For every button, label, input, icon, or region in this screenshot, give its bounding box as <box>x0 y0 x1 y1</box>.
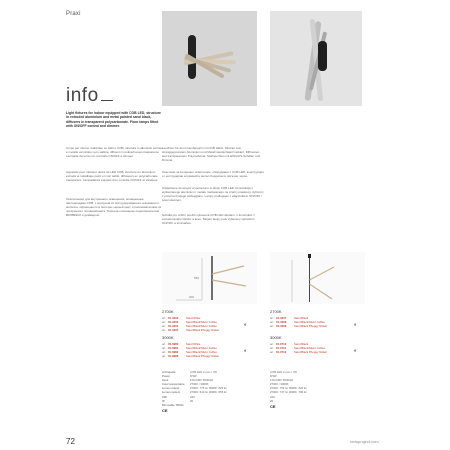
spec-key: Input <box>162 378 169 383</box>
specs-left <box>162 370 262 407</box>
spec-value: 2700K: 610 lm 3000K: 655 lm <box>190 390 227 395</box>
article-code[interactable]: 01-3980 <box>168 342 179 346</box>
article-code[interactable]: 01-4208 <box>276 320 287 324</box>
spec-key: CRI <box>162 394 167 399</box>
row-label: art. <box>270 346 275 350</box>
spec-value: 8.5W <box>270 374 277 379</box>
spec-value: 2700K / 3000K <box>270 382 289 387</box>
article-code[interactable]: 01-4202 <box>168 316 179 320</box>
spec-value: 2700K: 753 lm 3000K: 826 lm <box>270 386 307 391</box>
finish-name: Sand Black Phoggy Nickel <box>186 354 219 358</box>
description-paragraph-7: Svítidla pro vnitřní použití vybavená COB LED diodami, s konstrukcí z extrudovaného hliníku a kovu. Stojací lampy jsou vybaveny spínačem ON/OFF a stmívačem. <box>162 213 255 225</box>
wall-lamp-technical-drawing <box>162 252 257 304</box>
dimmer-icon: ◐ <box>244 348 248 354</box>
product-photo-wall <box>162 11 257 106</box>
spec-value: 8.5W <box>190 374 197 379</box>
article-code[interactable]: 01-3982 <box>168 350 179 354</box>
spec-value: 20 <box>270 398 274 403</box>
spec-key: Color temperature <box>162 382 185 387</box>
row-label: art. <box>162 324 167 328</box>
article-code[interactable]: 01-3983 <box>168 354 179 358</box>
finish-name: Sand Black/Silver Coffee <box>186 320 217 324</box>
finish-name: Sand Black/Silver Coffee <box>186 350 217 354</box>
description-paragraph-2: Appareils pour intérieur dotés de LED COB, structure en aluminium extrudé et métallique peint en noir sablé, diffuseurs en polycarbonate transparent. Lampadaires équipés d'un contrôle ON/OFF et variateur. <box>66 170 159 182</box>
group-left-3000k-cct: 3000K <box>162 335 174 340</box>
finish-name: Sand Black/Silver Coffee <box>294 346 325 350</box>
spec-value: COB LED 2 pcs x 7W <box>270 370 297 374</box>
row-label: art. <box>162 354 167 358</box>
finish-name: Sand Black <box>294 342 309 346</box>
spec-key: IP <box>162 398 165 403</box>
wall-lamp-illustration <box>162 11 257 106</box>
group-left-2700k-cct: 2700K <box>162 309 174 314</box>
spec-key: Power <box>162 374 170 379</box>
spec-key: Lumen system <box>162 390 181 395</box>
dimmer-icon: ◐ <box>354 348 358 354</box>
lamp-detail-illustration <box>270 11 362 106</box>
description-paragraph-4: Leuchten für den Innenbereich mit COB LEDs, Struktur aus stranggepresstem Aluminium und Metall sandschwarz lackiert, Diffusoren aus transparentem Polycarbonat. Stehleuchten mit EIN/AUS-Schalter und Dimmer. <box>162 146 261 162</box>
description-paragraph-3: Светильники для внутреннего освещения, оснащенные светодиодами COB, с корпусом из экструдированного алюминия и металла, окрашенного в песочно-черный цвет, и рассеивателями из прозрачного поликарбоната. Торшеры оснащены переключателем ВКЛ/ВЫКЛ и диммером. <box>66 197 162 217</box>
group-right-3000k-list <box>270 342 327 354</box>
group-left-2700k-list <box>162 316 219 332</box>
product-row <box>270 324 327 328</box>
floor-lamp-technical-drawing <box>270 252 365 304</box>
dimmer-icon: ◐ <box>354 322 358 328</box>
finish-name: Sand Black/Silver Coffee <box>186 346 217 350</box>
group-right-2700k-list <box>270 316 327 328</box>
website-link[interactable]: redoproject.com <box>350 439 379 444</box>
article-code[interactable]: 01-3981 <box>168 346 179 350</box>
row-label: art. <box>162 350 167 354</box>
spec-key: Lichtquelle <box>162 370 176 374</box>
spec-value: COB LED 2 pcs x 7W <box>190 370 217 374</box>
finish-name: Sand Black <box>294 316 309 320</box>
row-label: art. <box>270 316 275 320</box>
row-label: art. <box>270 320 275 324</box>
finish-name: Sand Black Phoggy Nickel <box>294 350 327 354</box>
finish-name: Sand Black Phoggy Nickel <box>186 328 219 332</box>
article-code[interactable]: 01-3711 <box>276 346 287 350</box>
spec-key: Dimmable TRIAC <box>162 402 184 407</box>
row-label: art. <box>162 328 167 332</box>
spec-value: 2700K: 737 lm 3000K: 790 lm <box>270 390 307 395</box>
article-code[interactable]: 01-3712 <box>276 350 287 354</box>
ce-mark-left: CE <box>162 408 168 413</box>
spec-row <box>162 403 262 407</box>
article-code[interactable]: 01-3710 <box>276 342 287 346</box>
dimension-drawing-floor <box>270 252 365 304</box>
group-left-3000k-list <box>162 342 219 358</box>
article-code[interactable]: 01-4203 <box>168 320 179 324</box>
article-code[interactable]: 01-4207 <box>276 316 287 320</box>
spec-key: Lumen output <box>162 386 180 391</box>
row-label: art. <box>162 320 167 324</box>
info-heading-text: info <box>66 85 99 106</box>
spec-value: ≥90 <box>190 394 195 399</box>
row-label: art. <box>162 316 167 320</box>
article-code[interactable]: 01-4204 <box>168 328 179 332</box>
finish-name: Sand White <box>186 316 201 320</box>
group-right-3000k-cct: 3000K <box>270 335 282 340</box>
article-code[interactable]: 01-4204 <box>168 324 179 328</box>
info-underscore-decoration <box>101 100 113 101</box>
group-right-2700k-cct: 2700K <box>270 309 282 314</box>
description-english: Light fixtures for indoor equipped with COB LED, structure in extruded aluminium and metal painted sand black, diffusers in transparent polycarbonate. Floor lamps fitted with ON/OFF control and dimmer. <box>66 111 161 128</box>
article-code[interactable]: 01-4209 <box>276 324 287 328</box>
dimension-drawing-wall <box>162 252 257 304</box>
finish-name: Sand Black/Silver Coffee <box>294 320 325 324</box>
spec-value: 110-240V 50/60Hz <box>270 378 294 383</box>
product-row <box>162 354 219 358</box>
specs-right <box>270 370 370 403</box>
row-label: art. <box>270 324 275 328</box>
spec-value: 2700K / 3000K <box>190 382 209 387</box>
description-paragraph-5: Светлини за вътрешно осветление, оборудвани с COB LED, конструкция от екструдиран алуминий и метал боядисан в пясъчно черно. <box>162 170 264 178</box>
spec-value: 20 <box>190 398 194 403</box>
brand-header: Praxi <box>66 11 81 17</box>
svg-text:550: 550 <box>194 276 200 280</box>
spec-value: 110-240V 50/60Hz <box>190 378 214 383</box>
ce-mark-right: CE <box>270 404 276 409</box>
description-paragraph-1: Corpo per interno realizzato su LED e COB, struttura in alluminio estruso e metallo verniciato nero sabbia, diffusori in policarbonato trasparente. Lampade da terra con controllo ON/OFF e dimmer. <box>66 146 163 158</box>
dimmer-icon: ◐ <box>244 322 248 328</box>
row-label: art. <box>162 346 167 350</box>
page-number: 72 <box>66 437 75 446</box>
row-label: art. <box>270 350 275 354</box>
finish-name: Sand White <box>186 342 201 346</box>
info-heading <box>66 86 113 105</box>
row-label: art. <box>270 342 275 346</box>
row-label: art. <box>162 342 167 346</box>
product-photo-detail <box>270 11 362 106</box>
product-row <box>162 328 219 332</box>
product-row <box>270 350 327 354</box>
finish-name: Sand Black/Silver Coffee <box>186 324 217 328</box>
spec-value: 2700K: 775 lm 3000K: 825 lm <box>190 386 227 391</box>
description-paragraph-6: Oświetlenie do wnętrz wyposażone w diody COB LED, konstrukcja z wytłaczanego aluminium i metalu malowanego na czarny piaskowy, dyfuzory z przezroczystego poliwęglanu. Lampy podłogowe z włącznikiem ON/OFF i ściemniaczem. <box>162 186 264 202</box>
spec-row <box>270 399 370 403</box>
svg-text:200: 200 <box>189 295 195 299</box>
spec-value: ≥90 <box>270 394 275 399</box>
finish-name: Sand Black Phoggy Nickel <box>294 324 327 328</box>
